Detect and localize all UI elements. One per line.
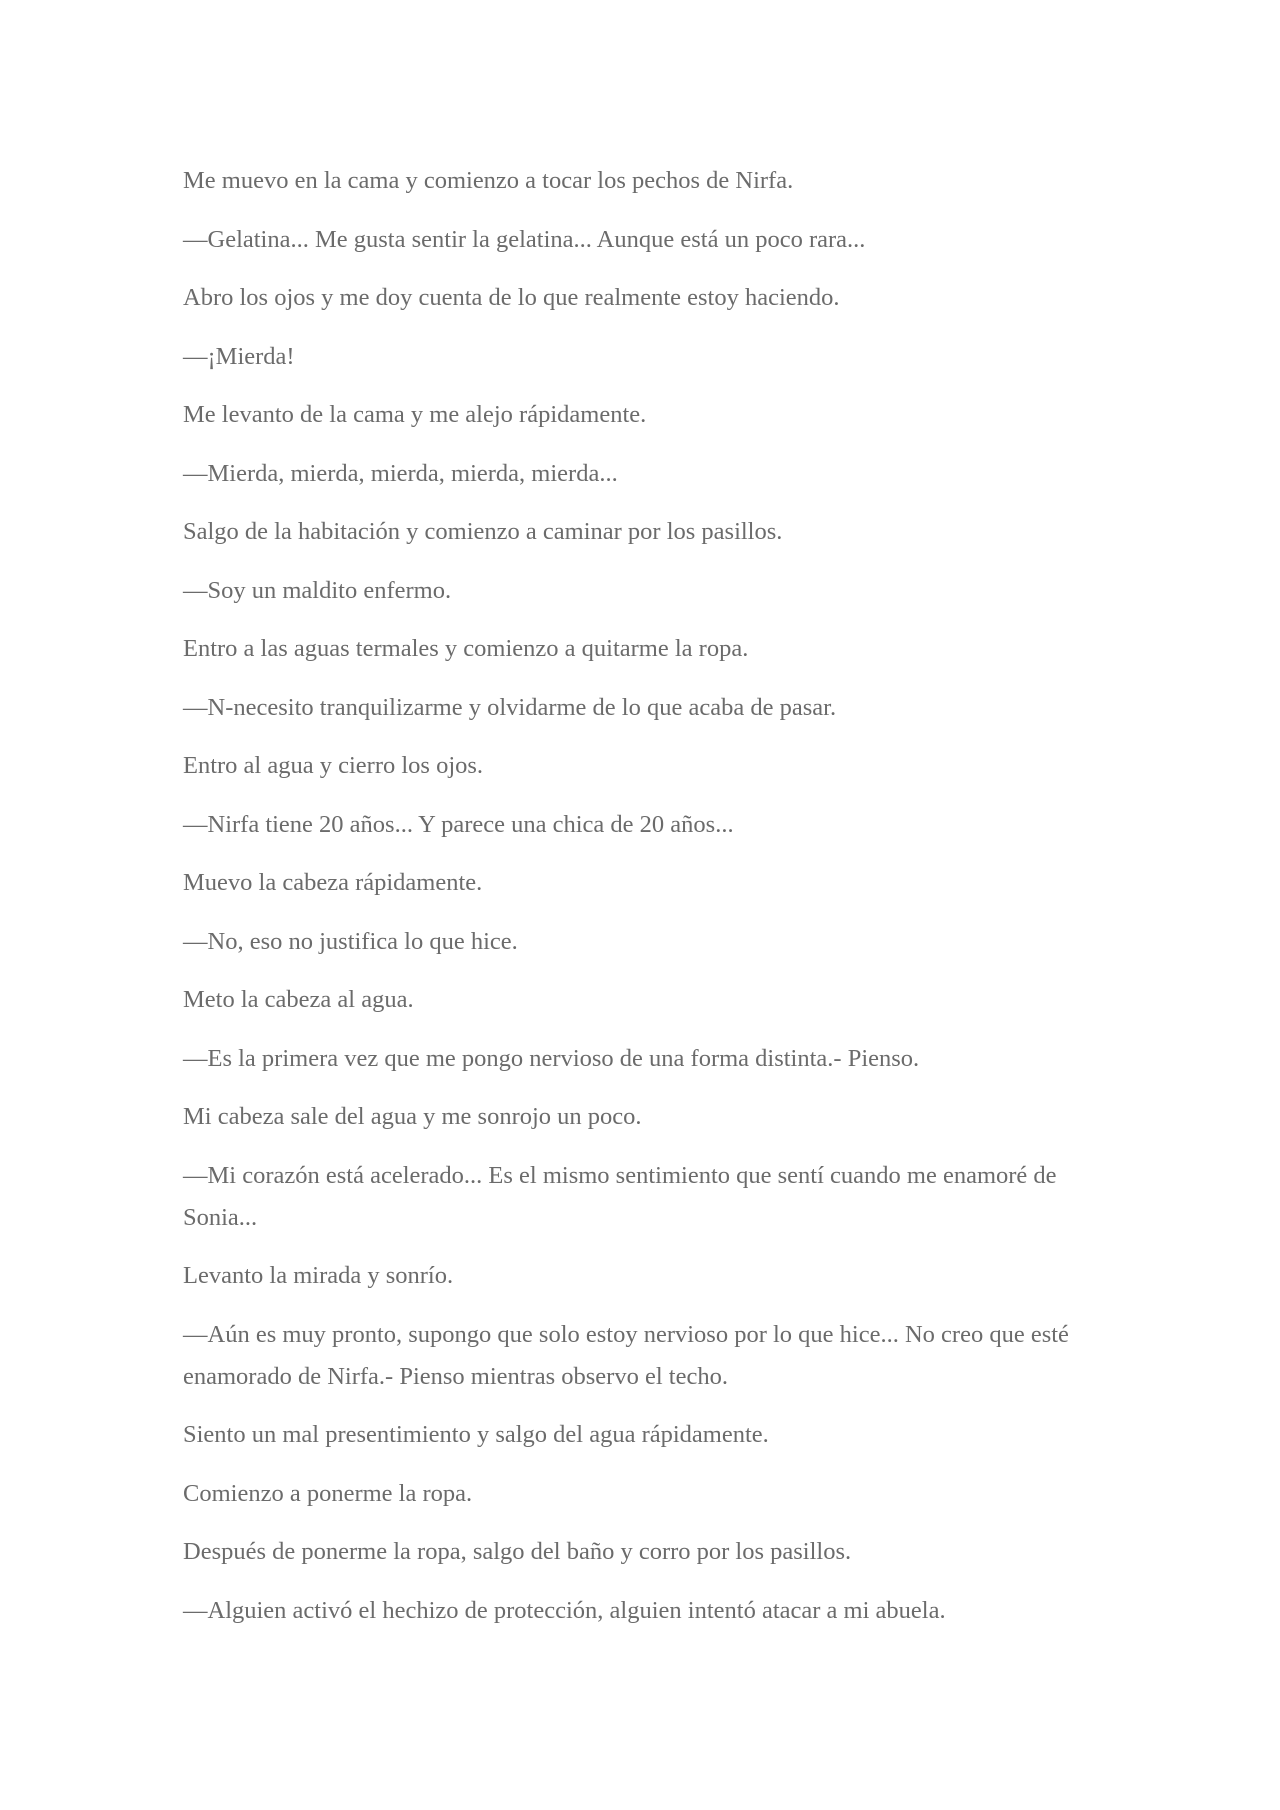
paragraph-17: Mi cabeza sale del agua y me sonrojo un poco.	[183, 1103, 642, 1130]
paragraph-4: —¡Mierda!	[183, 342, 295, 370]
paragraph-15: Meto la cabeza al agua.	[183, 986, 414, 1013]
paragraph-14: —No, eso no justifica lo que hice.	[183, 927, 518, 955]
paragraph-7: Salgo de la habitación y comienzo a caminar por los pasillos.	[183, 518, 783, 545]
paragraph-8: —Soy un maldito enfermo.	[183, 576, 452, 604]
paragraph-11: Entro al agua y cierro los ojos.	[183, 752, 484, 779]
paragraph-9: Entro a las aguas termales y comienzo a quitarme la ropa.	[183, 635, 749, 662]
paragraph-23: Después de ponerme la ropa, salgo del baño y corro por los pasillos.	[183, 1538, 852, 1565]
paragraph-1: Me muevo en la cama y comienzo a tocar los pechos de Nirfa.	[183, 167, 794, 194]
document-page	[183, 160, 1083, 1648]
paragraph-12: —Nirfa tiene 20 años... Y parece una chica de 20 años...	[183, 810, 734, 838]
paragraph-19: Levanto la mirada y sonrío.	[183, 1262, 454, 1289]
paragraph-22: Comienzo a ponerme la ropa.	[183, 1479, 473, 1507]
paragraph-18: —Mi corazón está acelerado... Es el mismo sentimiento que sentí cuando me enamoré de Sonia...	[183, 1161, 1057, 1231]
paragraph-3: Abro los ojos y me doy cuenta de lo que realmente estoy haciendo.	[183, 284, 840, 311]
paragraph-10: —N-necesito tranquilizarme y olvidarme de lo que acaba de pasar.	[183, 693, 837, 721]
paragraph-13: Muevo la cabeza rápidamente.	[183, 869, 483, 896]
paragraph-21: Siento un mal presentimiento y salgo del agua rápidamente.	[183, 1421, 769, 1448]
paragraph-2: —Gelatina... Me gusta sentir la gelatina... Aunque está un poco rara...	[183, 225, 866, 253]
paragraph-16: —Es la primera vez que me pongo nervioso de una forma distinta.- Pienso.	[183, 1044, 920, 1072]
paragraph-6: —Mierda, mierda, mierda, mierda, mierda...	[183, 459, 618, 487]
paragraph-24: —Alguien activó el hechizo de protección, alguien intentó atacar a mi abuela.	[183, 1596, 946, 1624]
paragraph-5: Me levanto de la cama y me alejo rápidamente.	[183, 401, 647, 428]
paragraph-20: —Aún es muy pronto, supongo que solo estoy nervioso por lo que hice... No creo que esté enamorado de Nirfa.- Pienso mientras observo el techo.	[183, 1320, 1069, 1390]
